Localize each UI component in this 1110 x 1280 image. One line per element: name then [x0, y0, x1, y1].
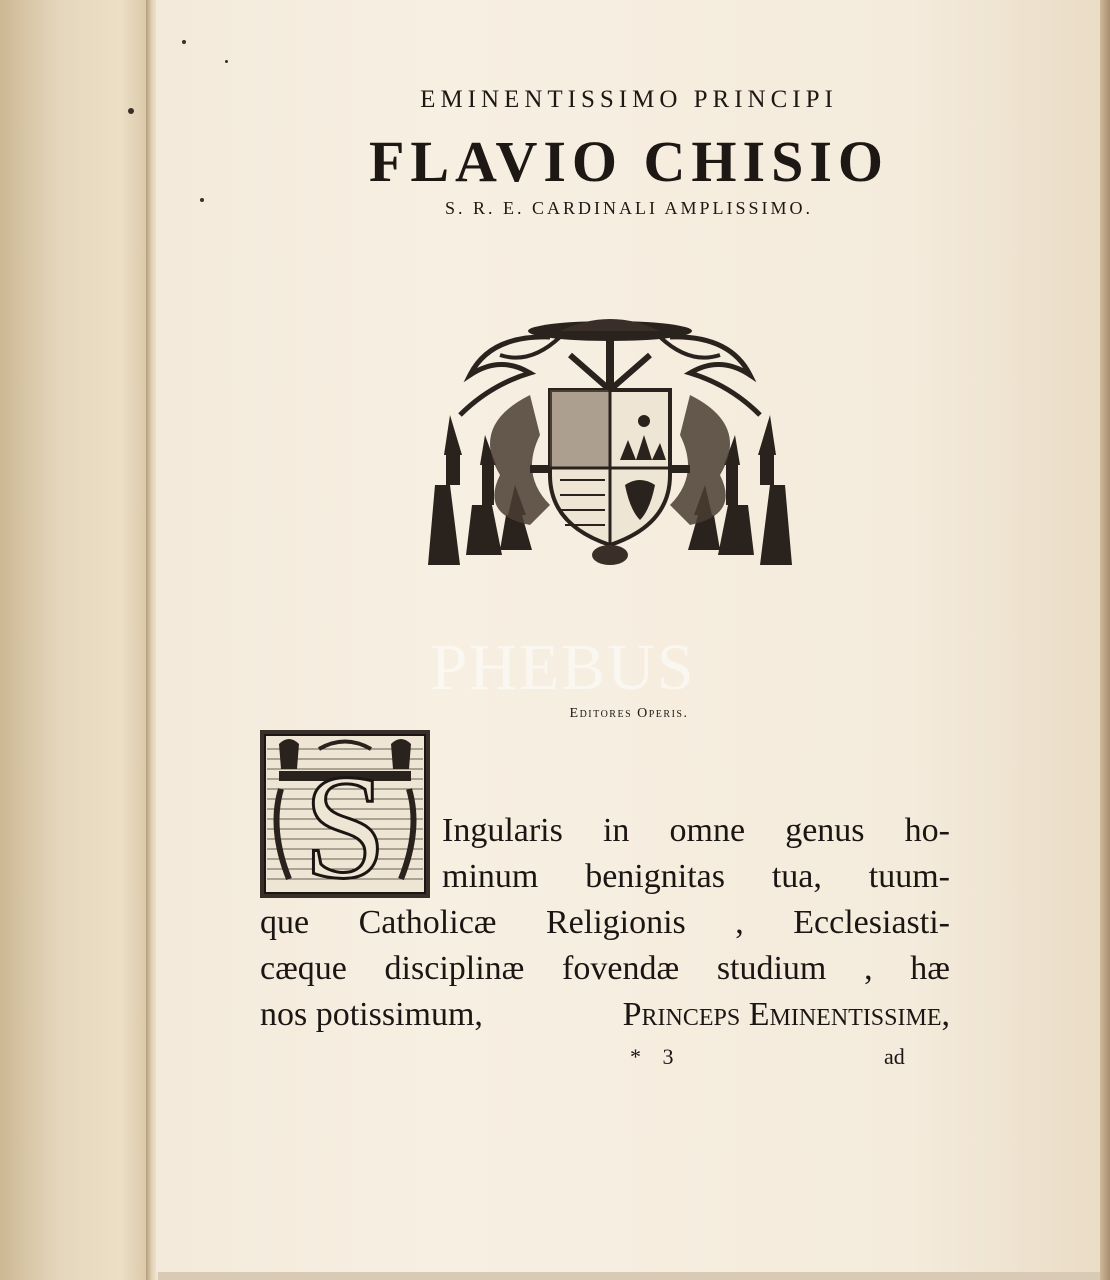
word: hæ	[910, 950, 950, 987]
body-line-2	[442, 858, 950, 902]
cardinal-coat-of-arms-icon	[410, 315, 810, 583]
watermark: PHEBUS	[430, 631, 696, 704]
word: benignitas	[585, 858, 725, 895]
word: ,	[864, 950, 873, 987]
signature-mark: * 3	[630, 1044, 682, 1069]
dedication-line: EMINENTISSIMO PRINCIPI	[420, 86, 838, 113]
speck	[182, 40, 186, 44]
word: tua,	[771, 858, 822, 895]
decorated-initial	[259, 729, 431, 899]
word: genus	[785, 812, 865, 849]
body-line-5	[260, 996, 950, 1040]
word: omne	[669, 812, 746, 849]
word: in	[602, 812, 630, 849]
editors-line: Editores Operis.	[569, 706, 689, 721]
word: tuum-	[868, 858, 950, 895]
body-line-1	[442, 812, 950, 856]
word: disciplinæ	[384, 950, 525, 987]
speck	[225, 60, 228, 63]
body-line-4	[260, 950, 950, 994]
word: Ingularis	[442, 812, 563, 849]
word: studium	[716, 950, 827, 987]
body-line-3	[260, 904, 950, 948]
word: ho-	[904, 812, 950, 849]
word-small-caps: Princeps Eminentissime,	[622, 996, 950, 1033]
word: minum	[442, 858, 539, 895]
initial-letter: S	[303, 744, 387, 899]
word: ,	[735, 904, 744, 941]
word: fovendæ	[562, 950, 680, 987]
word: cæque	[260, 950, 347, 987]
word: nos potissimum,	[260, 996, 483, 1033]
dedicatee-name: FLAVIO CHISIO	[368, 129, 890, 194]
dedicatee-title: S. R. E. CARDINALI AMPLISSIMO.	[444, 198, 814, 218]
word: Religionis	[545, 904, 686, 941]
catchword: ad	[884, 1044, 905, 1069]
speck	[128, 108, 134, 114]
left-page	[0, 0, 150, 1280]
word: Ecclesiasti-	[793, 904, 950, 941]
word: Catholicæ	[358, 904, 497, 941]
word: que	[260, 904, 310, 941]
